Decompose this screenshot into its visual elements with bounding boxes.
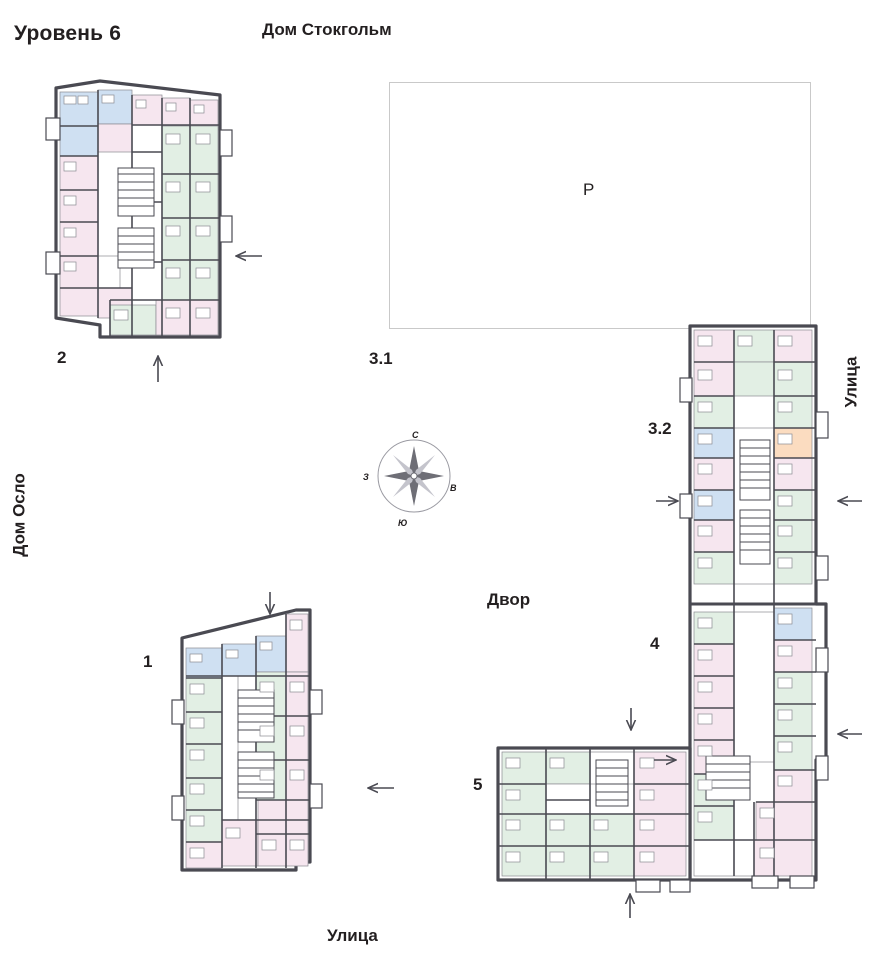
label-street-bottom: Улица: [327, 926, 378, 945]
compass-rose: [378, 440, 450, 512]
compass-east-label: В: [450, 483, 457, 493]
section-label-4[interactable]: 4: [650, 634, 660, 653]
compass-west-label: З: [363, 472, 369, 482]
building-section-3-2-and-4[interactable]: [680, 326, 828, 888]
building-section-5[interactable]: [498, 748, 690, 892]
building-section-2[interactable]: [46, 81, 232, 337]
compass-south-label: Ю: [398, 518, 408, 528]
label-yard: Двор: [487, 590, 531, 609]
section-label-1[interactable]: 1: [143, 652, 153, 671]
label-house-stockholm: Дом Стокгольм: [262, 20, 392, 39]
section-label-2[interactable]: 2: [57, 348, 67, 367]
section-label-3-2[interactable]: 3.2: [648, 419, 672, 438]
building-section-1[interactable]: [172, 610, 322, 870]
section-label-5[interactable]: 5: [473, 775, 483, 794]
parking-label: Р: [583, 180, 595, 199]
section-label-3-1[interactable]: 3.1: [369, 349, 393, 368]
page-title: Уровень 6: [14, 22, 122, 45]
label-house-oslo: Дом Осло: [9, 473, 29, 557]
compass-north-label: С: [412, 430, 419, 440]
label-street-right: Улица: [841, 356, 861, 408]
